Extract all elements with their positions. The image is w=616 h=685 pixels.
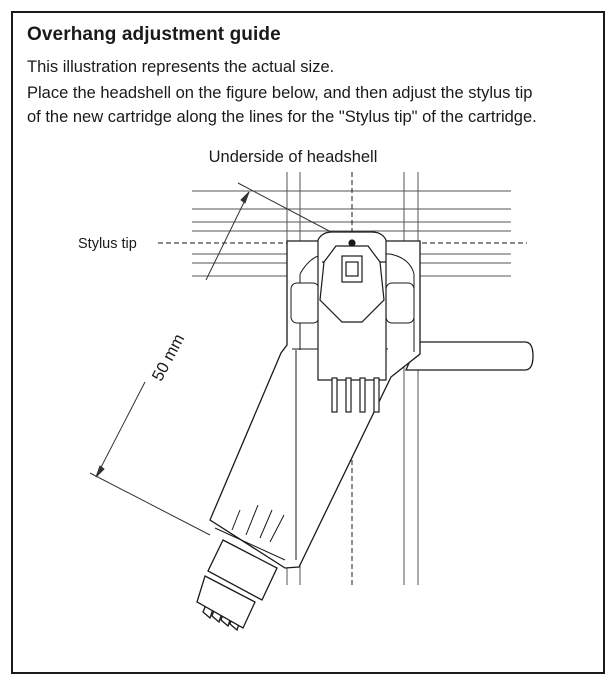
description-line-3: of the new cartridge along the lines for the "Stylus tip" of the cartridge. xyxy=(27,108,537,126)
guide-title: Overhang adjustment guide xyxy=(27,24,281,45)
figure-heading: Underside of headshell xyxy=(208,148,378,166)
description-line-1: This illustration represents the actual size. xyxy=(27,58,335,76)
stylus-tip-label: Stylus tip xyxy=(78,236,137,252)
stylus-tip-dot xyxy=(349,240,355,246)
dimension-label: 50 mm xyxy=(148,331,189,385)
finger-lift xyxy=(406,342,533,370)
description-line-2: Place the headshell on the figure below, and then adjust the stylus tip xyxy=(27,84,533,102)
